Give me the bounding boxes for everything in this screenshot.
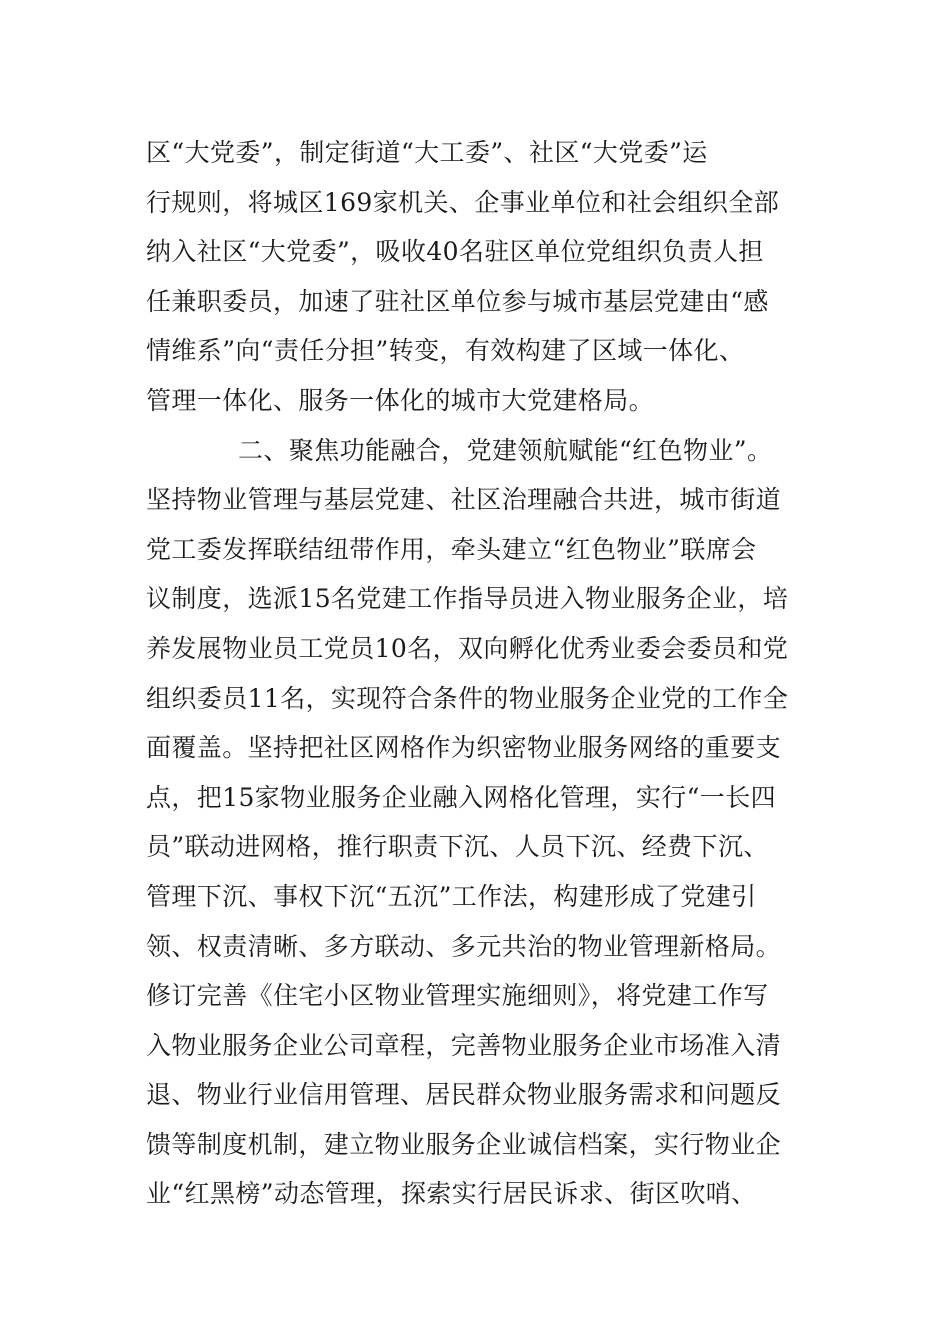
text-line: 业“红黑榜”动态管理，探索实行居民诉求、街区吹哨、 (146, 1179, 757, 1209)
text-line: 面覆盖。坚持把社区网格作为织密物业服务网络的重要支 (146, 733, 782, 763)
text-line: 党工委发挥联结纽带作用，牵头建立“红色物业”联席会 (146, 534, 757, 564)
text-line: 修订完善《住宅小区物业管理实施细则》，将党建工作写 (146, 981, 769, 1011)
text-line: 入物业服务企业公司章程，完善物业服务企业市场准入清 (146, 1030, 782, 1060)
text-line: 行规则，将城区169家机关、企事业单位和社会组织全部 (146, 187, 780, 217)
text-line: 议制度，选派15名党建工作指导员进入物业服务企业，培 (146, 584, 789, 614)
text-line: 情维系”向“责任分担”转变，有效构建了区域一体化、 (146, 336, 745, 366)
text-line: 组织委员11名，实现符合条件的物业服务企业党的工作全 (146, 683, 789, 713)
text-line: 领、权责清晰、多方联动、多元共治的物业管理新格局。 (146, 931, 782, 961)
body-text (146, 128, 816, 1219)
text-line: 纳入社区“大党委”，吸收40名驻区单位党组织负责人担 (146, 237, 764, 267)
text-line: 管理下沉、事权下沉“五沉”工作法，构建形成了党建引 (146, 881, 757, 911)
text-line: 养发展物业员工党员10名，双向孵化优秀业委会委员和党 (146, 633, 789, 663)
text-line: 坚持物业管理与基层党建、社区治理融合共进，城市街道 (146, 485, 782, 515)
text-line: 馈等制度机制，建立物业服务企业诚信档案，实行物业企 (146, 1129, 782, 1159)
text-line: 员”联动进网格，推行职责下沉、人员下沉、经费下沉、 (146, 832, 769, 862)
section-heading: 二、聚焦功能融合，党建领航赋能“红色物业”。 (238, 435, 773, 465)
text-line: 区“大党委”，制定街道“大工委”、社区“大党委”运 (146, 138, 708, 167)
text-line: 任兼职委员，加速了驻社区单位参与城市基层党建由“感 (146, 286, 769, 316)
text-line: 点，把15家物业服务企业融入网格化管理，实行“一长四 (146, 782, 776, 812)
text-line: 退、物业行业信用管理、居民群众物业服务需求和问题反 (146, 1080, 782, 1110)
text-line: 管理一体化、服务一体化的城市大党建格局。 (146, 385, 655, 415)
